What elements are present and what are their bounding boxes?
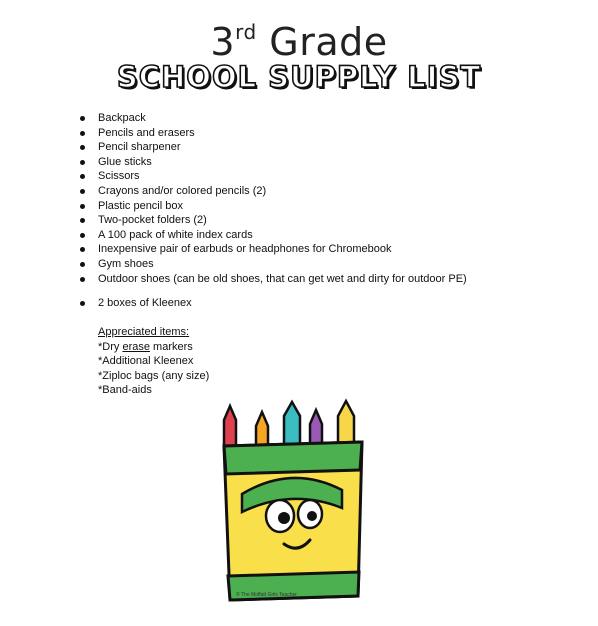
appreciated-item	[98, 354, 209, 369]
list-item: Two-pocket folders (2)	[78, 213, 467, 228]
grade-word: Grade	[269, 20, 388, 64]
list-item: Outdoor shoes (can be old shoes, that can get wet and dirty for outdoor PE)	[78, 272, 467, 287]
grade-number: 3	[210, 20, 236, 64]
page-subtitle: SCHOOL SUPPLY LIST	[116, 60, 482, 94]
grade-suffix: rd	[235, 20, 257, 44]
appreciated-heading: Appreciated items:	[98, 326, 190, 338]
list-item: Scissors	[78, 169, 467, 184]
crayon-purple	[310, 410, 322, 446]
crayon-orange	[256, 412, 268, 446]
left-pupil-icon	[278, 512, 290, 524]
item-text: *Band-aids	[98, 384, 152, 397]
crayon-box-illustration	[218, 398, 368, 608]
right-pupil-icon	[307, 511, 317, 521]
appreciated-section	[98, 325, 209, 398]
list-item: A 100 pack of white index cards	[78, 228, 467, 243]
item-text: *Additional Kleenex	[98, 355, 194, 368]
crayon-teal	[284, 402, 300, 446]
supply-list	[78, 111, 467, 311]
crayon-red	[224, 406, 236, 446]
list-item: Gym shoes	[78, 257, 467, 272]
list-item: 2 boxes of Kleenex	[78, 296, 467, 311]
crayon-tips	[224, 401, 354, 446]
item-text-suffix: markers	[149, 340, 193, 353]
item-text: *Dry	[98, 340, 123, 353]
list-item: Plastic pencil box	[78, 199, 467, 214]
crayon-yellow	[338, 401, 354, 446]
crayon-box-band	[224, 442, 362, 474]
list-item: Glue sticks	[78, 155, 467, 170]
list-item: Crayons and/or colored pencils (2)	[78, 184, 467, 199]
illustration-credit: © The Moffatt Girls Teacher	[236, 592, 297, 598]
item-underlined-text: erase	[122, 340, 150, 353]
page-title	[0, 20, 598, 64]
appreciated-item	[98, 383, 209, 398]
appreciated-item	[98, 369, 209, 384]
list-item: Inexpensive pair of earbuds or headphones for Chromebook	[78, 242, 467, 257]
list-item: Pencil sharpener	[78, 140, 467, 155]
list-item: Pencils and erasers	[78, 126, 467, 141]
list-item: Backpack	[78, 111, 467, 126]
appreciated-item	[98, 340, 209, 355]
item-text: *Ziploc bags (any size)	[98, 369, 210, 382]
